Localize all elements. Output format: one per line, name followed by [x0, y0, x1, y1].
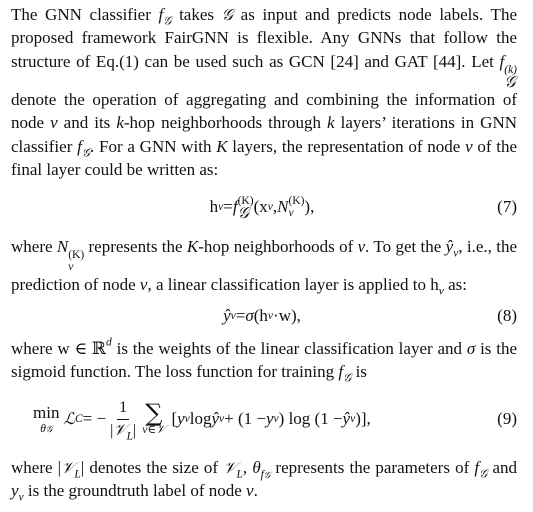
symbol-f: $f_𝒢$	[158, 5, 172, 28]
equation-9-number: (9)	[497, 409, 517, 429]
symbol-f: $f_𝒢$	[77, 136, 91, 160]
equation-8	[11, 303, 517, 329]
paragraph-1	[11, 3, 517, 181]
symbol-K: K	[216, 136, 228, 156]
text-run: layers’ iterations in GNN classifier	[11, 113, 518, 156]
text-run: denote the operation of aggregating and combining the information of node	[11, 89, 517, 133]
text-run: . For a GNN with	[90, 136, 217, 156]
text-run: of the final layer could be written as:	[11, 136, 518, 179]
symbol-k: k	[327, 113, 335, 133]
equation-7	[11, 187, 517, 227]
symbol-k: k	[116, 113, 124, 133]
symbol-v: v	[50, 113, 58, 133]
fraction: $\frac{1}{|𝒱_L|}$	[110, 398, 137, 443]
paragraph-4: where |𝒱$_L$| denotes the size of 𝒱$_L$, $\theta_{f𝒢}$ represents the parameters of $f_𝒢$ and $y_v$ is the groundtruth label of node v.	[11, 458, 518, 504]
symbol-v: v	[465, 136, 473, 156]
equation-8-body: ŷ v = σ ( h v · w ),	[223, 305, 301, 325]
min-operator: min θ𝒢	[33, 403, 60, 436]
symbol-f-k: f (k) 𝒢	[499, 51, 517, 91]
symbol-graph: 𝒢	[221, 5, 234, 24]
text-run: The GNN classifier	[11, 5, 159, 24]
text-run: takes	[171, 5, 222, 24]
summation: ∑ v∈𝒱	[142, 399, 166, 437]
paragraph-2: where N (K) v represents the K-hop neighborhoods of v. To get the $ŷ_v$, i.e., the prediction of node v, a linear classification layer is applied to $h_v$ as:	[11, 237, 518, 298]
text-run: and its	[57, 113, 117, 133]
equation-9	[11, 391, 517, 447]
equation-9-body: min θ𝒢 ℒ C = − $\frac{1}{|𝒱_L|}$ ∑ v∈𝒱 [ y v log ŷ v + (1 − y v ) log (1 − ŷ v )],	[33, 398, 371, 443]
equation-7-body: h v = f (K) 𝒢 ( x v , N (K) v ),	[209, 195, 315, 223]
text-run: as input and predicts node labels. The proposed framework FairGNN is flexible. Any GNNs that follow the structure of Eq.(1) can be used such as GCN [24] and GAT [44]. Let	[11, 5, 517, 71]
equation-8-number: (8)	[497, 305, 517, 325]
text-run: -hop neighborhoods through	[123, 113, 328, 133]
text-run: layers, the representation of node	[227, 136, 466, 156]
equation-7-number: (7)	[497, 197, 517, 217]
paragraph-3: where w ∈ ℝ$^d$ is the weights of the linear classification layer and σ is the sigmoid function. The loss function for training $f_𝒢$ is	[11, 336, 518, 385]
